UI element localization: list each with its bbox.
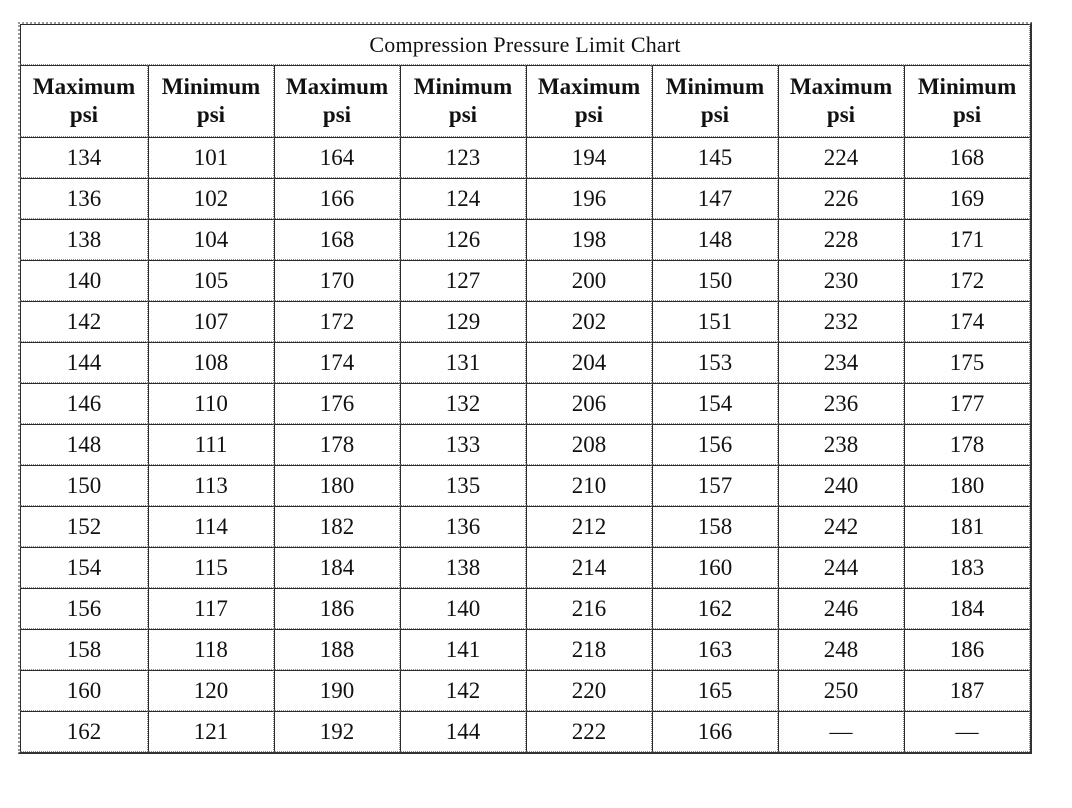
table-cell: 105 bbox=[148, 260, 274, 301]
table-row bbox=[20, 670, 1030, 711]
table-cell: 146 bbox=[20, 383, 148, 424]
column-header bbox=[652, 65, 778, 137]
table-cell: 250 bbox=[778, 670, 904, 711]
table-cell: 120 bbox=[148, 670, 274, 711]
table-cell: 134 bbox=[20, 137, 148, 178]
table-cell: 214 bbox=[526, 547, 652, 588]
column-header-unit: psi bbox=[322, 102, 352, 127]
column-header bbox=[148, 65, 274, 137]
table-cell: 151 bbox=[652, 301, 778, 342]
table-cell: 162 bbox=[652, 588, 778, 629]
table-cell: 242 bbox=[778, 506, 904, 547]
table-cell: 246 bbox=[778, 588, 904, 629]
table-cell: 150 bbox=[20, 465, 148, 506]
table-cell: 158 bbox=[20, 629, 148, 670]
table-cell: 111 bbox=[148, 424, 274, 465]
table-cell: 238 bbox=[778, 424, 904, 465]
table-cell: 234 bbox=[778, 342, 904, 383]
table-row bbox=[20, 219, 1030, 260]
table-cell: 216 bbox=[526, 588, 652, 629]
table-cell: 131 bbox=[400, 342, 526, 383]
table-title: Compression Pressure Limit Chart bbox=[20, 24, 1030, 65]
table-cell: 107 bbox=[148, 301, 274, 342]
column-header-label: Maximum bbox=[537, 74, 641, 99]
table-cell: 136 bbox=[20, 178, 148, 219]
table-cell: 204 bbox=[526, 342, 652, 383]
table-cell: 133 bbox=[400, 424, 526, 465]
table-cell: 166 bbox=[652, 711, 778, 752]
table-cell: 236 bbox=[778, 383, 904, 424]
table-cell: 136 bbox=[400, 506, 526, 547]
table-cell: 202 bbox=[526, 301, 652, 342]
table-cell: 184 bbox=[904, 588, 1030, 629]
table-cell: 142 bbox=[400, 670, 526, 711]
table-cell: 177 bbox=[904, 383, 1030, 424]
column-header-label: Maximum bbox=[32, 74, 136, 99]
table-cell: 184 bbox=[274, 547, 400, 588]
table-cell: 157 bbox=[652, 465, 778, 506]
column-header bbox=[526, 65, 652, 137]
table-cell: 153 bbox=[652, 342, 778, 383]
table-cell: 148 bbox=[20, 424, 148, 465]
table-cell: 224 bbox=[778, 137, 904, 178]
table-row bbox=[20, 588, 1030, 629]
table-cell: 140 bbox=[400, 588, 526, 629]
column-header bbox=[400, 65, 526, 137]
table-row bbox=[20, 383, 1030, 424]
table-cell: 178 bbox=[274, 424, 400, 465]
table-cell: 172 bbox=[274, 301, 400, 342]
table-cell: 113 bbox=[148, 465, 274, 506]
table-cell: 171 bbox=[904, 219, 1030, 260]
column-header bbox=[20, 65, 148, 137]
table-cell: 222 bbox=[526, 711, 652, 752]
table-cell: 196 bbox=[526, 178, 652, 219]
table-cell: 174 bbox=[904, 301, 1030, 342]
table-cell: 187 bbox=[904, 670, 1030, 711]
table-cell: 182 bbox=[274, 506, 400, 547]
table-cell: 104 bbox=[148, 219, 274, 260]
table-cell: — bbox=[778, 711, 904, 752]
table-cell: 210 bbox=[526, 465, 652, 506]
table-row bbox=[20, 506, 1030, 547]
column-header bbox=[274, 65, 400, 137]
column-header-unit: psi bbox=[574, 102, 604, 127]
table-row bbox=[20, 137, 1030, 178]
table-cell: 163 bbox=[652, 629, 778, 670]
table-cell: 140 bbox=[20, 260, 148, 301]
table-cell: 110 bbox=[148, 383, 274, 424]
table-row bbox=[20, 629, 1030, 670]
column-header-label: Maximum bbox=[285, 74, 389, 99]
column-header bbox=[778, 65, 904, 137]
compression-pressure-table bbox=[18, 22, 1032, 754]
table-cell: 186 bbox=[274, 588, 400, 629]
table-cell: 170 bbox=[274, 260, 400, 301]
table-cell: 138 bbox=[20, 219, 148, 260]
table-cell: 126 bbox=[400, 219, 526, 260]
table-cell: 186 bbox=[904, 629, 1030, 670]
table-cell: 248 bbox=[778, 629, 904, 670]
table-cell: 148 bbox=[652, 219, 778, 260]
table-cell: 206 bbox=[526, 383, 652, 424]
table-cell: 156 bbox=[20, 588, 148, 629]
table-cell: 212 bbox=[526, 506, 652, 547]
table-cell: 208 bbox=[526, 424, 652, 465]
table-cell: 150 bbox=[652, 260, 778, 301]
column-header-unit: psi bbox=[69, 102, 99, 127]
table-cell: 172 bbox=[904, 260, 1030, 301]
table-row bbox=[20, 301, 1030, 342]
table-cell: 166 bbox=[274, 178, 400, 219]
table-cell: 160 bbox=[652, 547, 778, 588]
table-cell: — bbox=[904, 711, 1030, 752]
table-cell: 188 bbox=[274, 629, 400, 670]
table-row bbox=[20, 424, 1030, 465]
table-cell: 127 bbox=[400, 260, 526, 301]
table-cell: 194 bbox=[526, 137, 652, 178]
table-cell: 226 bbox=[778, 178, 904, 219]
table-cell: 244 bbox=[778, 547, 904, 588]
table-row bbox=[20, 260, 1030, 301]
table-cell: 181 bbox=[904, 506, 1030, 547]
table-cell: 118 bbox=[148, 629, 274, 670]
table-cell: 123 bbox=[400, 137, 526, 178]
column-header-unit: psi bbox=[700, 102, 730, 127]
table-cell: 174 bbox=[274, 342, 400, 383]
table-cell: 230 bbox=[778, 260, 904, 301]
table-cell: 152 bbox=[20, 506, 148, 547]
table-cell: 121 bbox=[148, 711, 274, 752]
table-cell: 192 bbox=[274, 711, 400, 752]
table-cell: 129 bbox=[400, 301, 526, 342]
table-cell: 180 bbox=[904, 465, 1030, 506]
table-cell: 164 bbox=[274, 137, 400, 178]
table-row bbox=[20, 547, 1030, 588]
table-cell: 176 bbox=[274, 383, 400, 424]
table-body bbox=[20, 137, 1030, 752]
table-cell: 101 bbox=[148, 137, 274, 178]
table-cell: 117 bbox=[148, 588, 274, 629]
column-header-unit: psi bbox=[826, 102, 856, 127]
table-row bbox=[20, 465, 1030, 506]
table-cell: 183 bbox=[904, 547, 1030, 588]
table-cell: 154 bbox=[652, 383, 778, 424]
table-cell: 145 bbox=[652, 137, 778, 178]
table-cell: 175 bbox=[904, 342, 1030, 383]
table-cell: 165 bbox=[652, 670, 778, 711]
column-header-unit: psi bbox=[448, 102, 478, 127]
table-cell: 168 bbox=[904, 137, 1030, 178]
table-cell: 144 bbox=[400, 711, 526, 752]
table-cell: 220 bbox=[526, 670, 652, 711]
title-row bbox=[20, 24, 1030, 65]
table-cell: 162 bbox=[20, 711, 148, 752]
column-header-unit: psi bbox=[196, 102, 226, 127]
table-row bbox=[20, 178, 1030, 219]
table-row bbox=[20, 711, 1030, 752]
table-cell: 240 bbox=[778, 465, 904, 506]
table-cell: 142 bbox=[20, 301, 148, 342]
column-header-label: Maximum bbox=[789, 74, 893, 99]
table-cell: 102 bbox=[148, 178, 274, 219]
table-row bbox=[20, 342, 1030, 383]
table-cell: 198 bbox=[526, 219, 652, 260]
table-cell: 135 bbox=[400, 465, 526, 506]
table-cell: 232 bbox=[778, 301, 904, 342]
table-cell: 160 bbox=[20, 670, 148, 711]
table-cell: 115 bbox=[148, 547, 274, 588]
table-cell: 124 bbox=[400, 178, 526, 219]
table-cell: 156 bbox=[652, 424, 778, 465]
table-cell: 114 bbox=[148, 506, 274, 547]
table-cell: 200 bbox=[526, 260, 652, 301]
table-cell: 178 bbox=[904, 424, 1030, 465]
table-cell: 141 bbox=[400, 629, 526, 670]
table-cell: 168 bbox=[274, 219, 400, 260]
column-header-label: Minimum bbox=[917, 74, 1017, 99]
table-cell: 144 bbox=[20, 342, 148, 383]
table-cell: 180 bbox=[274, 465, 400, 506]
table-cell: 158 bbox=[652, 506, 778, 547]
table-cell: 138 bbox=[400, 547, 526, 588]
table-cell: 108 bbox=[148, 342, 274, 383]
column-header-label: Minimum bbox=[161, 74, 261, 99]
table-cell: 169 bbox=[904, 178, 1030, 219]
header-row bbox=[20, 65, 1030, 137]
column-header-label: Minimum bbox=[665, 74, 765, 99]
table-cell: 154 bbox=[20, 547, 148, 588]
table-cell: 132 bbox=[400, 383, 526, 424]
table-cell: 147 bbox=[652, 178, 778, 219]
column-header-unit: psi bbox=[952, 102, 982, 127]
table-cell: 190 bbox=[274, 670, 400, 711]
column-header bbox=[904, 65, 1030, 137]
table-cell: 228 bbox=[778, 219, 904, 260]
table-cell: 218 bbox=[526, 629, 652, 670]
column-header-label: Minimum bbox=[413, 74, 513, 99]
